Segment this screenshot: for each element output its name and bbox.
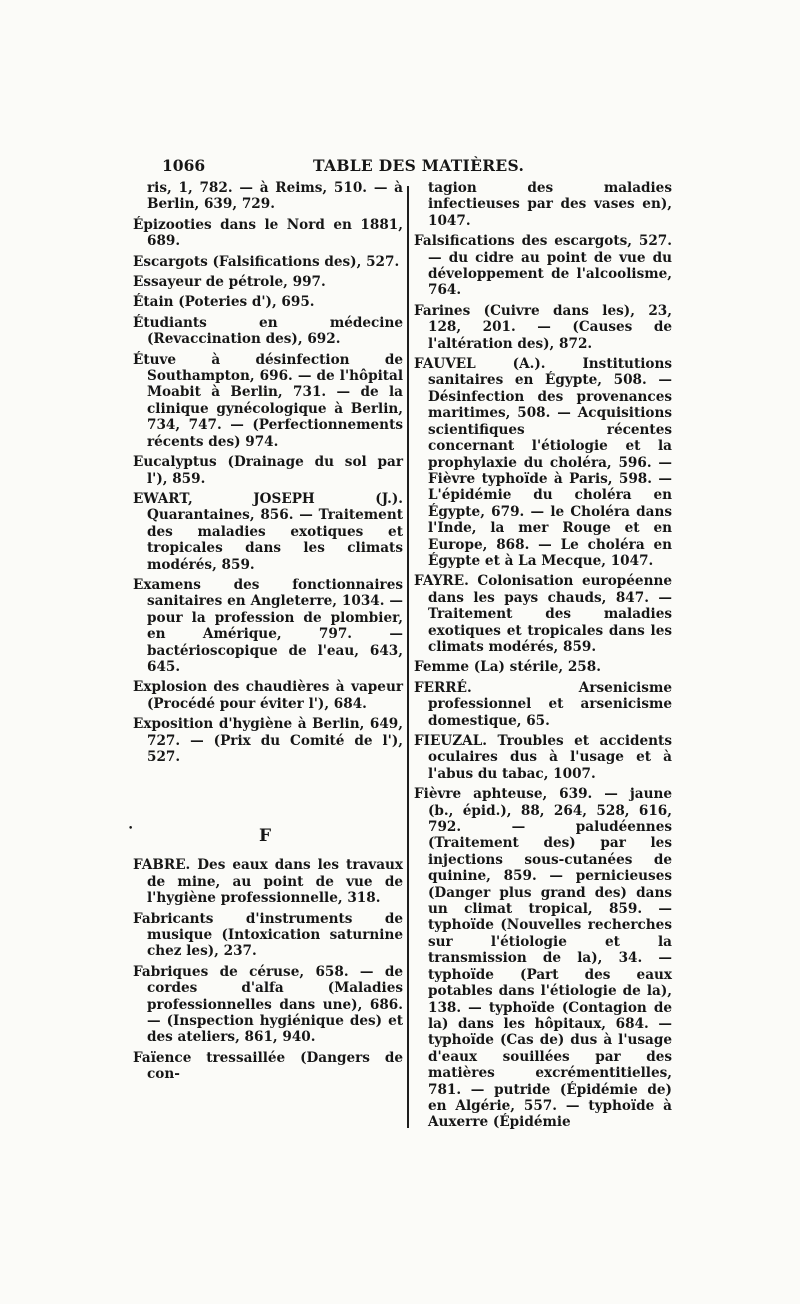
index-entry: FERRÉ. Arsenicisme professionnel et arsenicisme domestique, 65. bbox=[414, 679, 672, 729]
index-entry: Falsifications des escargots, 527. — du cidre au point de vue du développement de l'alcoolisme, 764. bbox=[414, 233, 672, 299]
index-entry: tagion des maladies infectieuses par des vases en), 1047. bbox=[428, 180, 672, 229]
index-entry: EWART, JOSEPH (J.). Quarantaines, 856. — Traitement des maladies exotiques et tropicales dans les climats modérés, 859. bbox=[133, 490, 403, 573]
index-entry: Exposition d'hygiène à Berlin, 649, 727. — (Prix du Comité de l'), 527. bbox=[133, 716, 403, 765]
index-entry: Essayeur de pétrole, 997. bbox=[133, 274, 326, 291]
index-entry: ris, 1, 782. — à Reims, 510. — à Berlin, 639, 729. bbox=[147, 180, 403, 213]
index-entry: Faïence tressaillée (Dangers de con- bbox=[133, 1049, 403, 1083]
margin-bullet: • bbox=[128, 824, 134, 834]
index-entry: Examens des fonctionnaires sanitaires en Angleterre, 1034. — pour la profession de plombier, en Amérique, 797. — bactérioscopique de l'eau, 643, 645. bbox=[133, 576, 403, 675]
section-letter-heading: F bbox=[259, 826, 272, 846]
index-entry: Fièvre aphteuse, 639. — jaune (b., épid.), 88, 264, 528, 616, 792. — paludéennes (Traitement des) par les injections sous-cutanées de quinine, 859. — pernicieuses (Danger plus grand des) dans un climat tropical, 859. — typhoïde (Nouvelles recherches sur l'étiologie et la transmission de la), 34. — typhoïde (Part des eaux potables dans l'étiologie de la), 138. — typhoïde (Contagion de la) dans les hôpitaux, 684. — typhoïde (Cas de) dus à l'usage d'eaux souillées par des matières excrémentitielles, 781. — putride (Épidémie de) en Algérie, 557. — typhoïde à Auxerre (Épidémie bbox=[414, 786, 672, 1131]
index-entry: FIEUZAL. Troubles et accidents oculaires dus à l'usage et à l'abus du tabac, 1007. bbox=[414, 733, 672, 782]
index-entry: FAUVEL (A.). Institutions sanitaires en Égypte, 508. — Désinfection des provenances maritimes, 508. — Acquisitions scientifiques récentes concernant l'étiologie et la prophylaxie du choléra, 596. — Fièvre typhoïde à Paris, 598. — L'épidémie du choléra en Égypte, 679. — le Choléra dans l'Inde, la mer Rouge et en Europe, 868. — Le choléra en Égypte et à La Mecque, 1047. bbox=[414, 356, 672, 569]
column-divider bbox=[407, 186, 409, 1128]
right-column bbox=[414, 180, 672, 1135]
index-entry: Épizooties dans le Nord en 1881, 689. bbox=[133, 216, 403, 250]
index-entry: Escargots (Falsifications des), 527. bbox=[133, 253, 400, 270]
index-entry: Explosion des chaudières à vapeur (Procédé pour éviter l'), 684. bbox=[133, 679, 403, 712]
index-entry: Étuve à désinfection de Southampton, 696. — de l'hôpital Moabit à Berlin, 731. — de la clinique gynécologique à Berlin, 734, 747. — (Perfectionnements récents des) 974. bbox=[133, 351, 403, 450]
index-entry: FABRE. Des eaux dans les travaux de mine, au point de vue de l'hygiène professionnelle, 318. bbox=[133, 857, 403, 907]
index-entry: Fabricants d'instruments de musique (Intoxication saturnine chez les), 237. bbox=[133, 910, 403, 960]
index-entry: Étudiants en médecine (Revaccination des), 692. bbox=[133, 314, 403, 348]
running-header: TABLE DES MATIÈRES. bbox=[313, 156, 525, 175]
index-entry: FAYRE. Colonisation européenne dans les pays chauds, 847. — Traitement des maladies exotiques et tropicales dans les climats modérés, 859. bbox=[414, 573, 672, 655]
index-entry: Étain (Poteries d'), 695. bbox=[133, 294, 315, 311]
index-entry: Eucalyptus (Drainage du sol par l'), 859. bbox=[133, 454, 403, 487]
index-entry: Farines (Cuivre dans les), 23, 128, 201. — (Causes de l'altération des), 872. bbox=[414, 302, 672, 352]
left-column bbox=[133, 180, 403, 1087]
page-number: 1066 bbox=[162, 156, 206, 175]
index-entry: Fabriques de céruse, 658. — de cordes d'alfa (Maladies professionnelles dans une), 686. — (Inspection hygiénique des) et des ateliers, 861, 940. bbox=[133, 963, 403, 1046]
index-entry: Femme (La) stérile, 258. bbox=[414, 659, 601, 676]
